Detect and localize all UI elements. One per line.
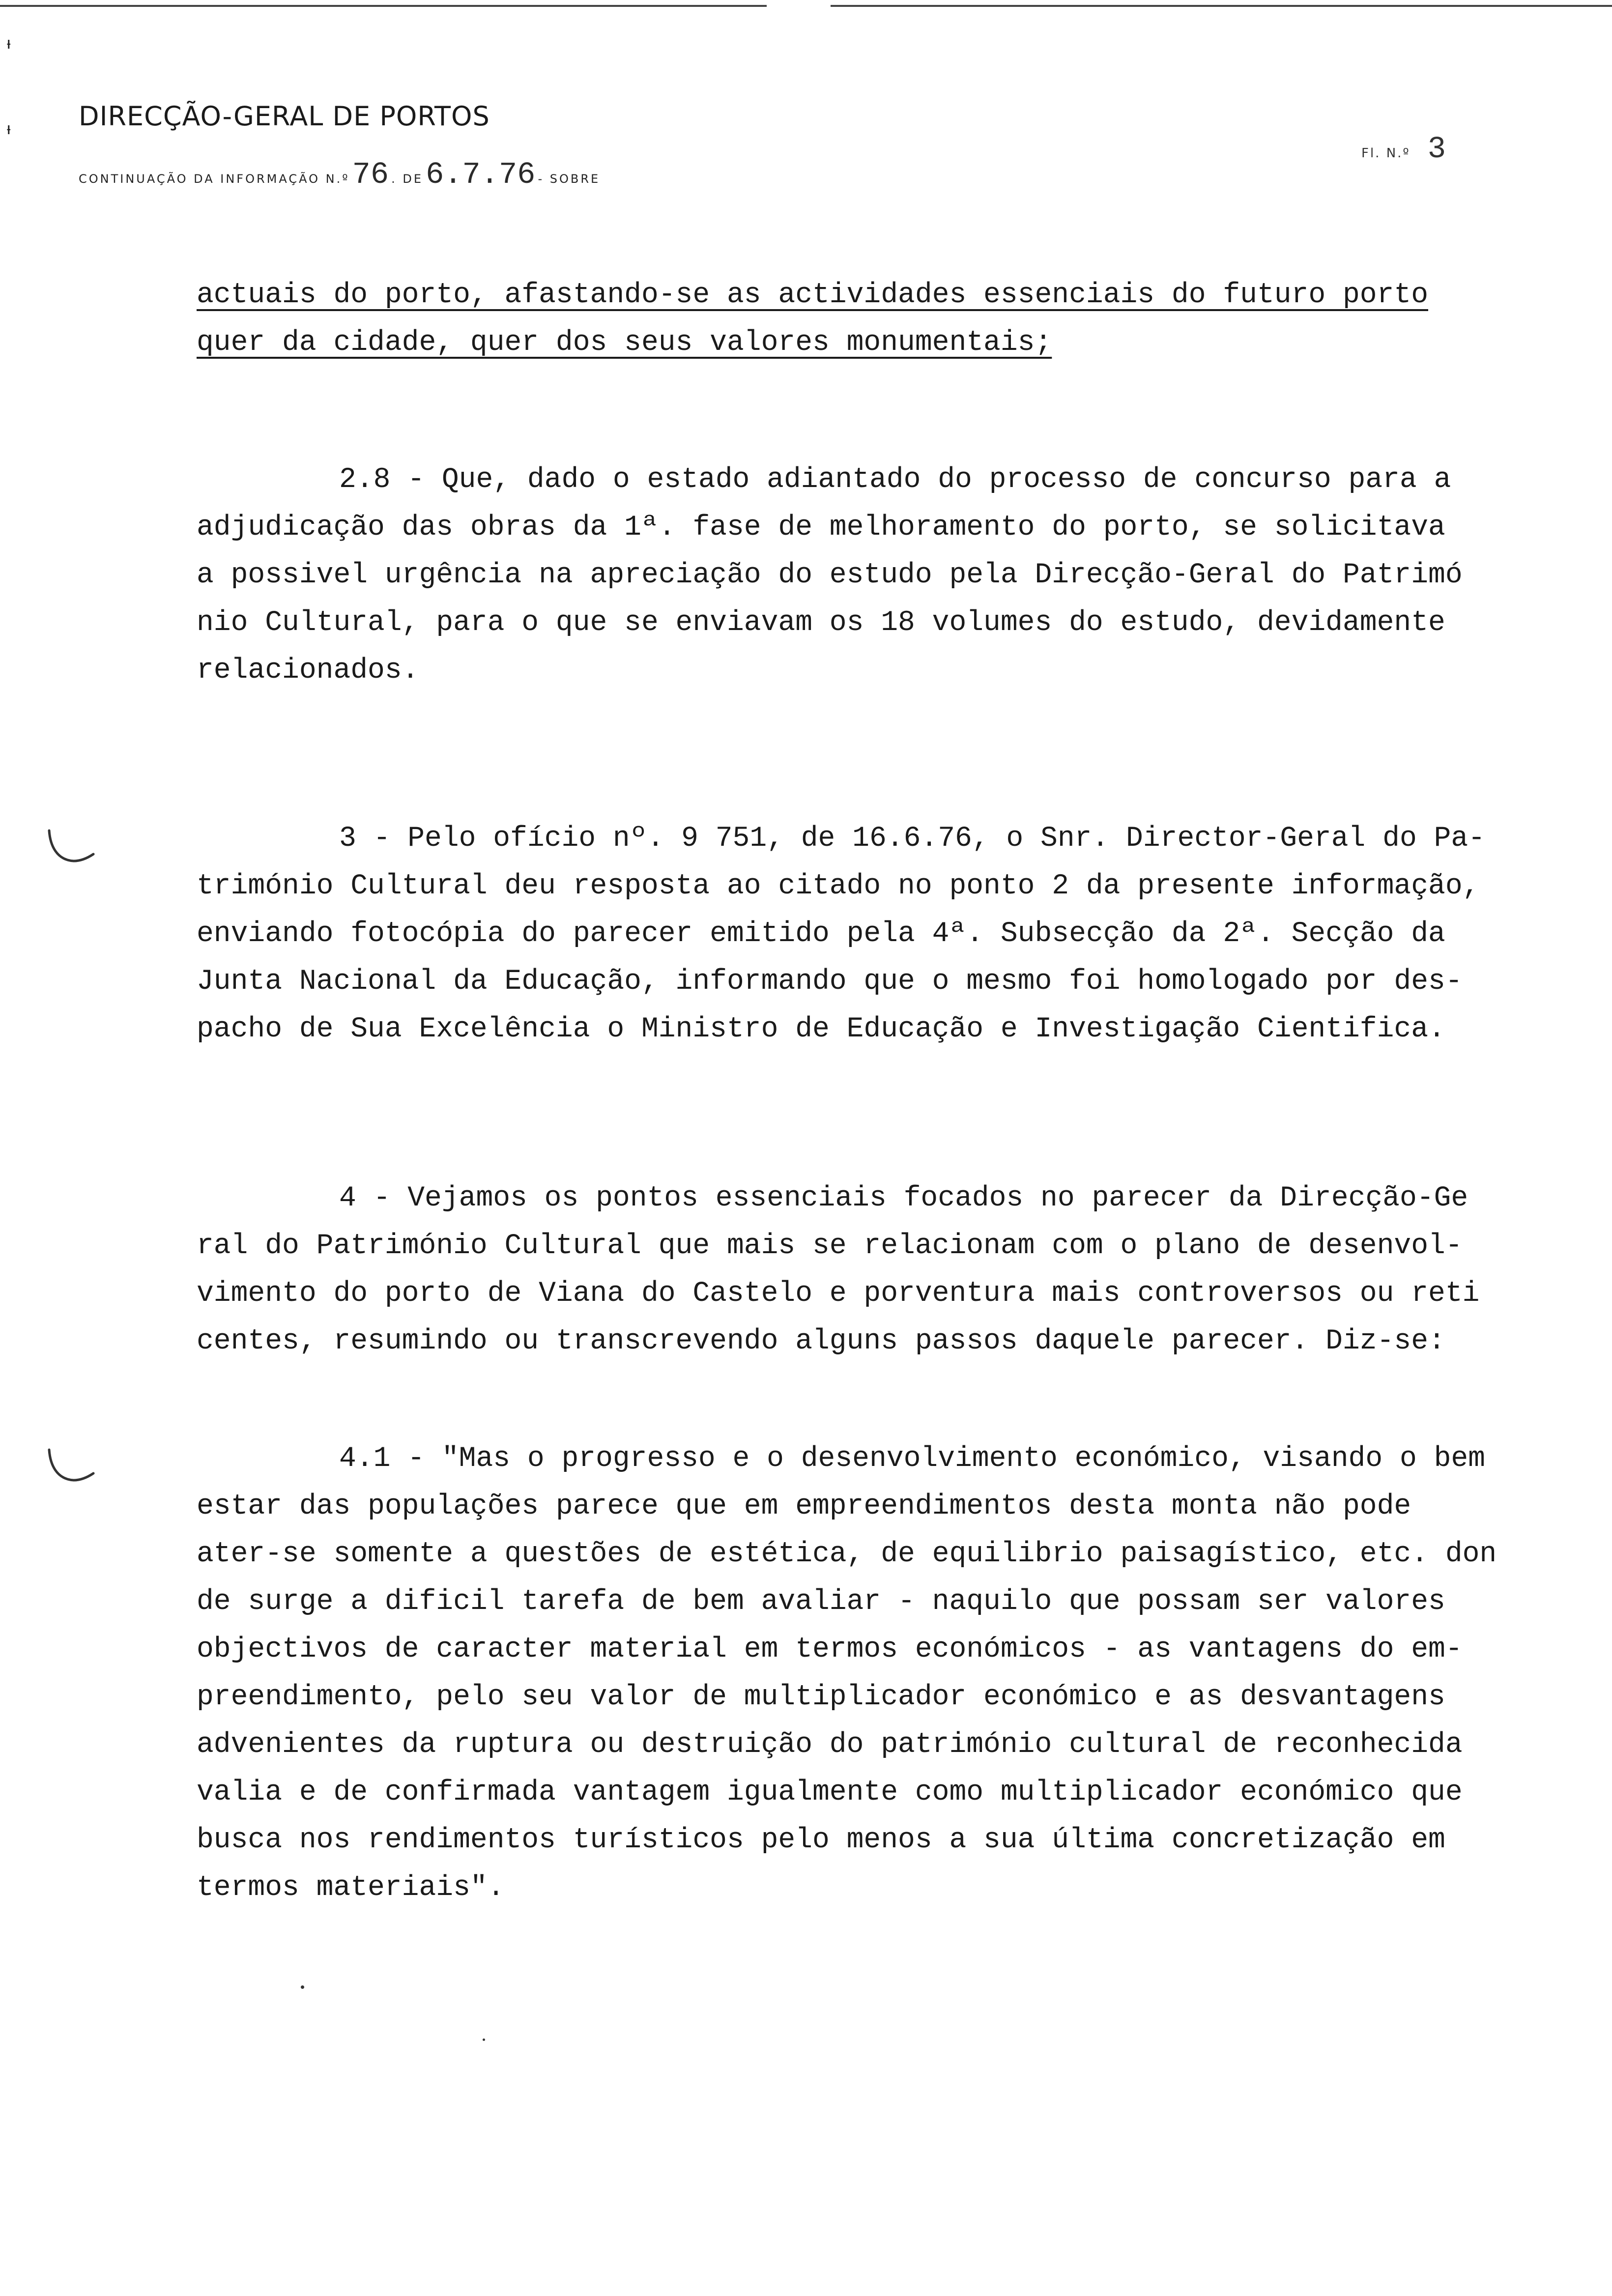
text-line: enviando fotocópia do parecer emitido pela 4ª. Subsecção da 2ª. Secção da [197,918,1445,950]
folio-label: Fl. N.º [1361,146,1410,161]
margin-tick-mark [34,1445,98,1494]
text-line: adjudicação das obras da 1ª. fase de melhoramento do porto, se solicitava [197,512,1445,544]
text-line: pacho de Sua Excelência o Ministro de Educação e Investigação Cientifica. [197,1013,1445,1045]
text-line: 3 - Pelo ofício nº. 9 751, de 16.6.76, o Snr. Director-Geral do Pa- [339,823,1485,855]
text-line: busca nos rendimentos turísticos pelo menos a sua última concretização em [197,1824,1445,1856]
top-rule-right [831,5,1612,7]
text-line: 4.1 - "Mas o progresso e o desenvolvimento económico, visando o bem [339,1443,1485,1475]
text-line: ral do Património Cultural que mais se relacionam com o plano de desenvol- [197,1230,1463,1262]
speck [301,1985,304,1989]
binder-mark: ᵼ [7,33,11,53]
text-line: trimónio Cultural deu resposta ao citado no ponto 2 da presente informação, [197,870,1480,902]
text-line: centes, resumindo ou transcrevendo alguns passos daquele parecer. Diz-se: [197,1325,1445,1357]
margin-tick-mark [34,826,98,875]
text-line: nio Cultural, para o que se enviavam os 18 volumes do estudo, devidamente [197,607,1445,639]
binder-mark: ᵼ [7,119,11,139]
info-date: 6.7.76 [426,157,536,192]
text-line: objectivos de caracter material em termos económicos - as vantagens do em- [197,1634,1463,1665]
text-line: Junta Nacional da Educação, informando que o mesmo foi homologado por des- [197,966,1463,998]
text-line: quer da cidade, quer dos seus valores monumentais; [197,327,1052,359]
paragraph-4 [197,1175,1548,1365]
text-line: vimento do porto de Viana do Castelo e porventura mais controversos ou reti [197,1278,1480,1310]
continuation-label: CONTINUAÇÃO DA INFORMAÇÃO N.º [79,172,350,186]
folio [1361,132,1446,167]
folio-number: 3 [1427,132,1446,167]
paragraph-4-1 [197,1435,1548,1912]
subject-label: - SOBRE [538,172,601,186]
text-line: 4 - Vejamos os pontos essenciais focados no parecer da Direcção-Ge [339,1182,1468,1214]
text-line: advenientes da ruptura ou destruição do património cultural de reconhecida [197,1729,1463,1761]
paragraph-continuation [197,271,1548,367]
speck [483,2038,485,2041]
paragraph-3 [197,815,1548,1053]
text-line: valia e de confirmada vantagem igualmente como multiplicador económico que [197,1777,1463,1808]
top-rule-left [0,5,767,7]
text-line: de surge a dificil tarefa de bem avaliar - naquilo que possam ser valores [197,1586,1445,1618]
text-line: a possivel urgência na apreciação do estudo pela Direcção-Geral do Patrimó [197,559,1463,591]
organization-name: DIRECÇÃO-GERAL DE PORTOS [79,101,490,132]
text-line: preendimento, pelo seu valor de multiplicador económico e as desvantagens [197,1681,1445,1713]
text-line: termos materiais". [197,1872,505,1904]
text-line: estar das populações parece que em empreendimentos desta monta não pode [197,1491,1411,1522]
date-label: . DE [391,172,424,186]
text-line: 2.8 - Que, dado o estado adiantado do processo de concurso para a [339,464,1451,496]
text-line: actuais do porto, afastando-se as actividades essenciais do futuro porto [197,279,1429,311]
text-line: relacionados. [197,655,419,687]
info-number: 76 [352,157,389,192]
text-line: ater-se somente a questões de estética, de equilibrio paisagístico, etc. don [197,1538,1497,1570]
continuation-line [79,157,600,192]
paragraph-2-8 [197,456,1548,694]
